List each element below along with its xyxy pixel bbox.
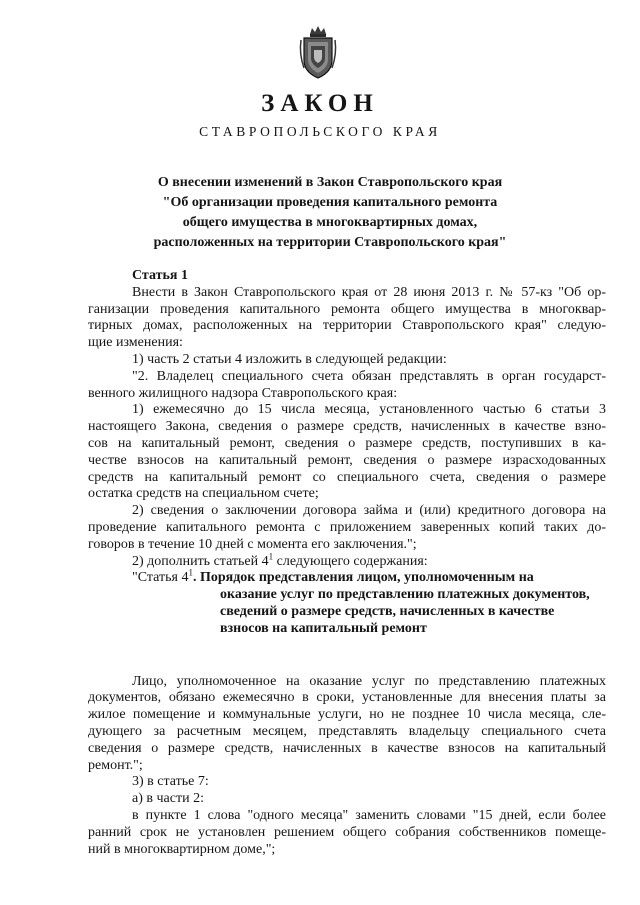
text-line: документов, обязано ежемесячно в сроки, установленные для внесения платы за	[88, 690, 606, 706]
text-line: 3) в статье 7:	[132, 774, 209, 790]
text-line: жилое помещение и коммунальные услуги, но не позднее 10 числа месяца, сле-	[88, 707, 606, 723]
text-line: а) в части 2:	[132, 791, 204, 807]
text-line: ний в многоквартирном доме,";	[88, 841, 276, 857]
article-title: Статья 1	[132, 268, 188, 283]
item-2-suffix: следующего содержания:	[273, 553, 428, 569]
article-4-1-title-line	[88, 567, 606, 587]
text-line: настоящего Закона, сведения о размере средств, начисленных в качестве взно-	[88, 419, 606, 435]
heading-line: общего имущества в многоквартирных домах,	[182, 215, 478, 230]
text-line: честве взносов на капитальный ремонт, сведения о размере израсходованных	[88, 452, 606, 468]
article-4-1-title: оказание услуг по представлению платежных документов,	[220, 587, 590, 603]
article-4-1-superscript: 1	[188, 567, 193, 578]
text-line: 2) сведения о заключении договора займа и (или) кредитного договора на	[132, 503, 606, 519]
article-4-1-title: взносов на капитальный ремонт	[220, 620, 427, 636]
article-4-1-title: сведений о размере средств, начисленных в качестве	[220, 603, 555, 619]
text-line: проведение капитального ремонта с приложением заверенных копий таких до-	[88, 519, 606, 535]
text-line: средств на капитальный ремонт со специального счета, сведения о размере	[88, 469, 606, 485]
heading-line: О внесении изменений в Закон Ставропольского края	[157, 175, 503, 190]
text-line: Внести в Закон Ставропольского края от 28 июня 2013 г. № 57-кз "Об ор-	[132, 284, 606, 300]
coat-of-arms-icon	[298, 24, 338, 80]
text-line: остатка средств на специальном счете;	[88, 486, 319, 502]
text-line: в пункте 1 слова "одного месяца" заменить словами "15 дней, если более	[132, 807, 606, 823]
spacer	[88, 638, 606, 674]
document-body	[88, 268, 606, 858]
text-line: 1) ежемесячно до 15 числа месяца, установленного частью 6 статьи 3	[132, 402, 606, 418]
heading-line: "Об организации проведения капитального ремонта	[162, 195, 498, 210]
text-line: говоров в течение 10 дней с момента его заключения.";	[88, 536, 417, 552]
text-line: щие изменения:	[88, 335, 183, 351]
heading-line: расположенных на территории Ставропольского края"	[153, 235, 507, 250]
document-heading	[110, 173, 550, 253]
text-line: ремонт.";	[88, 757, 143, 773]
item-2-line	[88, 550, 606, 571]
text-line: "2. Владелец специального счета обязан представлять в орган государст-	[132, 368, 606, 384]
text-line: сов на капитальный ремонт, сведения о размере средств, поступивших в ка-	[88, 435, 606, 451]
item-2-superscript: 1	[268, 550, 274, 561]
text-line: Лицо, уполномоченное на оказание услуг по представлению платежных	[132, 673, 606, 689]
article-4-1-title: . Порядок представления лицом, уполномоченным на	[192, 570, 534, 586]
law-subtitle: СТАВРОПОЛЬСКОГО КРАЯ	[199, 124, 441, 139]
text-line: тирных домах, расположенных на территории Ставропольского края" следую-	[88, 318, 606, 334]
text-line: ганизации проведения капитального ремонта общего имущества в многоквар-	[88, 301, 606, 317]
text-line: сведения о размере средств, начисленных в качестве взносов на капитальный	[88, 740, 606, 756]
article-4-1-prefix: "Статья 4	[132, 570, 189, 586]
text-line: венного жилищного надзора Ставропольского края:	[88, 385, 398, 401]
text-line: дующего за расчетным месяцем, представлять владельцу специального счета	[88, 723, 606, 739]
text-line: 1) часть 2 статьи 4 изложить в следующей редакции:	[132, 351, 447, 367]
law-title: ЗАКОН	[261, 90, 379, 117]
item-2-prefix: 2) дополнить статьей 4	[132, 553, 269, 569]
text-line: ранний срок не установлен решением общего собрания собственников помеще-	[88, 824, 606, 840]
